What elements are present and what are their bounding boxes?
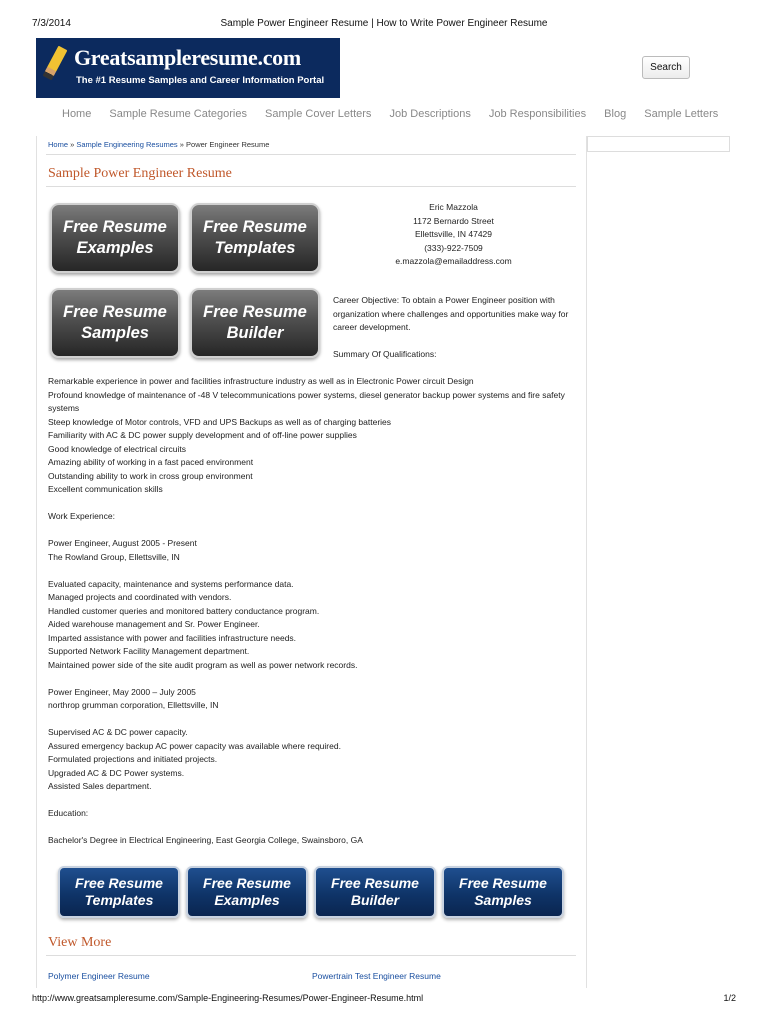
blank-line [48,564,578,578]
contact-phone: (333)-922-7509 [424,242,483,253]
related-link-powertrain-test-engineer[interactable]: Powertrain Test Engineer Resume [312,971,441,981]
blank-line [48,713,578,727]
job-duty: Maintained power side of the site audit program as well as power network records. [48,659,358,670]
qualification-item: Good knowledge of electrical circuits [48,443,186,454]
qualification-item: Steep knowledge of Motor controls, VFD and UPS Backups as well as of charging batteries [48,416,392,427]
job-duty: Imparted assistance with power and facilities infrastructure needs. [48,632,297,643]
button-line: Samples [81,324,149,342]
button-line: Examples [76,239,154,257]
logo-tagline: The #1 Resume Samples and Career Information Portal [76,75,325,86]
nav-item-sample-letters[interactable]: Sample Letters [644,108,719,120]
button-line: Examples [214,892,280,908]
contact-street: 1172 Bernardo Street [413,215,494,226]
print-date: 7/3/2014 [32,18,71,29]
job-duty: Handled customer queries and monitored battery conductance program. [48,605,320,616]
free-resume-builder-button[interactable] [190,288,320,358]
logo-site-name: Greatsampleresume.com [74,45,301,70]
free-resume-templates-button[interactable] [58,866,180,918]
job-duty: Evaluated capacity, maintenance and systems performance data. [48,578,294,589]
print-url: http://www.greatsampleresume.com/Sample-Engineering-Resumes/Power-Engineer-Resume.html [32,993,424,1003]
breadcrumb-home[interactable]: Home [48,140,69,149]
qualification-item: Outstanding ability to work in cross group environment [48,470,253,481]
view-more-heading: View More [48,935,112,950]
search-button[interactable]: Search [642,56,690,79]
nav-item-sample-resume-categories[interactable]: Sample Resume Categories [109,108,247,120]
job-duty: Assisted Sales department. [48,781,152,791]
divider [46,955,576,956]
job-duty: Assured emergency backup AC power capacity was available where required. [48,740,341,751]
button-line: Free Resume [203,217,307,236]
job-duty: Supervised AC & DC power capacity. [48,727,188,737]
job-duty: Supported Network Facility Management department. [48,646,250,656]
print-page-number: 1/2 [723,993,736,1003]
free-resume-builder-button[interactable] [314,866,436,918]
qualification-item: Profound knowledge of maintenance of -48 V telecommunications power systems, diesel generator backup power systems and fire safety systems [48,389,565,413]
breadcrumb-section[interactable]: Sample Engineering Resumes [76,140,178,149]
site-logo[interactable] [36,38,340,98]
job-duty: Aided warehouse management and Sr. Power Engineer. [48,619,260,629]
button-line: Free Resume [63,217,167,236]
free-resume-templates-button[interactable] [190,203,320,273]
button-line: Free Resume [331,874,419,891]
divider [46,154,576,155]
sidebar-box [587,136,730,152]
qualification-item: Remarkable experience in power and facilities infrastructure industry as well as in Electronic Power circuit Design [48,376,474,386]
nav-item-job-descriptions[interactable]: Job Descriptions [389,108,471,120]
blank-line [48,497,578,511]
qualification-item: Excellent communication skills [48,484,163,494]
job-title: Power Engineer, August 2005 - Present [48,538,197,548]
main-nav [62,108,733,120]
blank-line [48,524,578,538]
divider [46,186,576,187]
blank-line [48,794,578,808]
free-resume-samples-button[interactable] [50,288,180,358]
education-entry: Bachelor's Degree in Electrical Engineering, East Georgia College, Swainsboro, GA [48,835,363,845]
job-duty: Managed projects and coordinated with vendors. [48,592,232,602]
free-resume-examples-button[interactable] [186,866,308,918]
education-heading: Education: [48,808,89,818]
pencil-icon [43,46,68,81]
contact-email: e.mazzola@emailaddress.com [395,256,512,266]
page-title: Sample Power Engineer Resume [48,166,232,181]
job-company: The Rowland Group, Ellettsville, IN [48,551,180,562]
button-line: Free Resume [63,302,167,321]
summary-heading: Summary Of Qualifications: [333,349,437,359]
blank-line [48,821,578,835]
breadcrumb-separator: » [68,140,77,149]
breadcrumb-current: Power Engineer Resume [186,140,270,149]
breadcrumb-separator: » [177,140,187,149]
nav-item-job-responsibilities[interactable]: Job Responsibilities [488,108,587,120]
nav-item-blog[interactable]: Blog [604,108,627,120]
contact-name: Eric Mazzola [429,202,478,212]
resume-body [48,375,578,848]
button-line: Free Resume [203,874,291,891]
related-link-polymer-engineer[interactable]: Polymer Engineer Resume [48,971,150,981]
blank-line [48,672,578,686]
button-line: Samples [474,892,532,908]
nav-item-sample-cover-letters[interactable]: Sample Cover Letters [265,108,372,120]
job-duty: Upgraded AC & DC Power systems. [48,767,185,778]
free-resume-examples-button[interactable] [50,203,180,273]
button-line: Builder [226,324,284,342]
button-line: Builder [350,892,400,908]
breadcrumb [48,140,269,149]
nav-item-home[interactable]: Home [62,108,92,120]
button-line: Templates [214,239,296,257]
contact-block [366,201,541,269]
button-line: Free Resume [459,874,547,891]
job-company: northrop grumman corporation, Ellettsville, IN [48,700,219,710]
print-page-title: Sample Power Engineer Resume | How to Write Power Engineer Resume [220,18,548,29]
career-objective: Career Objective: To obtain a Power Engineer position with organization where challenges and opportunities make way for career development. [333,295,569,332]
job-duty: Formulated projections and initiated projects. [48,754,218,764]
button-line: Free Resume [203,302,307,321]
button-line: Templates [84,892,154,908]
qualification-item: Familiarity with AC & DC power supply development and of off-line power supplies [48,430,357,440]
contact-city: Ellettsville, IN 47429 [414,229,492,239]
job-title: Power Engineer, May 2000 – July 2005 [48,686,196,697]
qualification-item: Amazing ability of working in a fast paced environment [48,457,254,467]
button-line: Free Resume [75,874,163,891]
free-resume-samples-button[interactable] [442,866,564,918]
work-heading: Work Experience: [48,511,115,521]
